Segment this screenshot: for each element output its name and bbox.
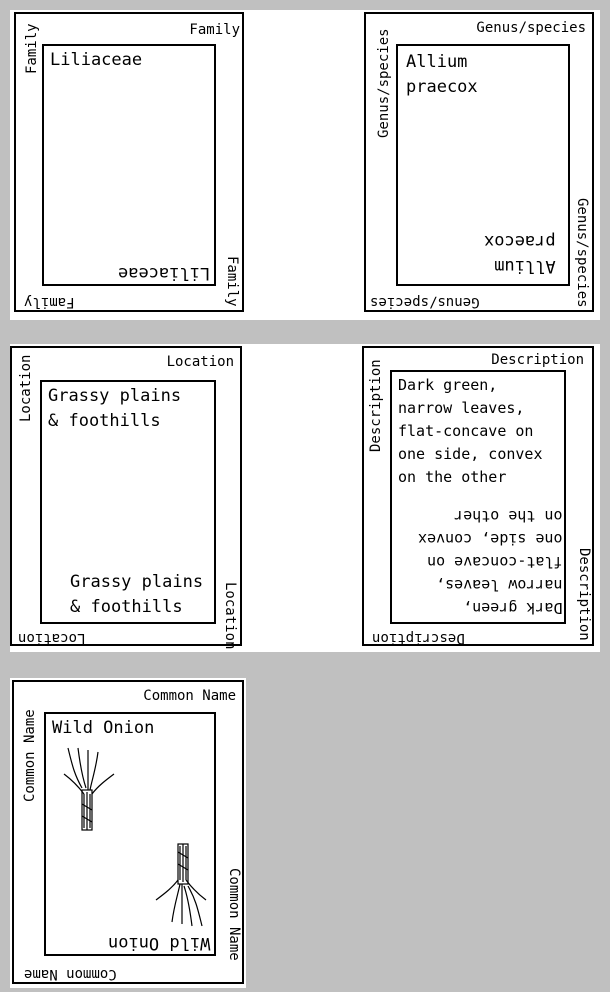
- family-value: Liliaceae: [50, 50, 143, 70]
- common-name-label-left: Common Name: [22, 709, 38, 802]
- family-value-inverted: Liliaceae: [118, 263, 211, 283]
- description-label-top: Description: [491, 352, 584, 368]
- family-label-left: Family: [24, 23, 40, 74]
- family-inner-box: [42, 44, 216, 286]
- location-label-left: Location: [18, 354, 34, 422]
- genus-label-bottom: Genus/species: [370, 294, 480, 310]
- description-value: Dark green, narrow leaves, flat-concave on one side, convex on the other: [398, 376, 543, 486]
- wild-onion-sketch: [58, 744, 128, 844]
- location-value-lower: Grassy plains & foothills: [70, 572, 204, 617]
- description-value-inverted: Dark green, narrow leaves, flat-concave on one side, convex on the other: [418, 507, 563, 617]
- location-label-bottom: Location: [18, 630, 86, 646]
- genus-value-inverted: Allium praecox: [484, 231, 556, 276]
- genus-label-top: Genus/species: [476, 20, 586, 36]
- description-label-right: Description: [576, 548, 592, 641]
- location-label-right: Location: [222, 582, 238, 650]
- common-name-value-inverted: Wild Onion: [108, 933, 211, 953]
- wild-onion-sketch-inverted: [142, 830, 212, 930]
- location-label-top: Location: [166, 354, 234, 370]
- genus-label-left: Genus/species: [376, 28, 392, 138]
- location-card[interactable]: [10, 346, 242, 650]
- common-name-card[interactable]: [12, 680, 244, 984]
- family-label-right: Family: [224, 256, 240, 307]
- description-card[interactable]: [362, 346, 594, 646]
- description-label-left: Description: [368, 359, 384, 452]
- common-name-label-right: Common Name: [226, 868, 242, 961]
- location-value: Grassy plains & foothills: [48, 386, 182, 431]
- genus-label-right: Genus/species: [574, 198, 590, 308]
- genus-card[interactable]: [364, 12, 594, 312]
- description-label-bottom: Description: [372, 630, 465, 646]
- common-name-value: Wild Onion: [52, 718, 155, 738]
- family-label-top: Family: [189, 22, 240, 38]
- family-label-bottom: Family: [24, 294, 75, 310]
- common-name-label-top: Common Name: [143, 688, 236, 704]
- genus-value: Allium praecox: [406, 52, 478, 97]
- family-card[interactable]: [14, 12, 244, 312]
- common-name-label-bottom: Common Name: [24, 966, 117, 982]
